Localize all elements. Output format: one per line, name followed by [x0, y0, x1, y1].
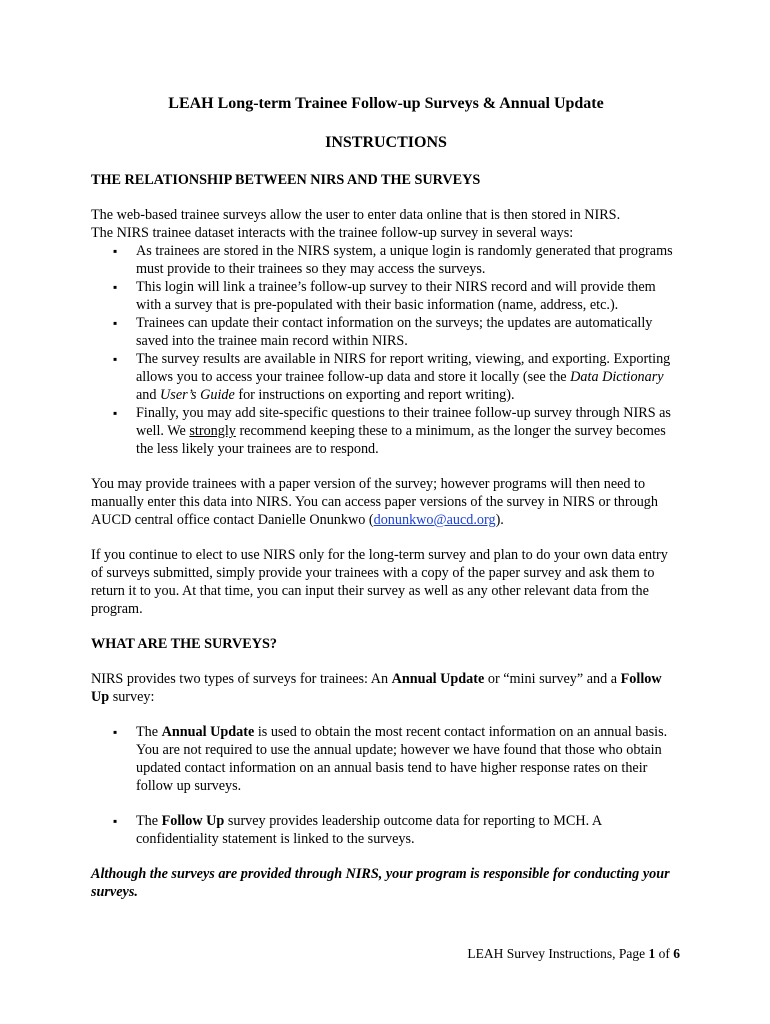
data-entry-paragraph: If you continue to elect to use NIRS only for the long-term survey and plan to do your own data entry of surveys submitted, simply provide your trainees with a copy of the paper survey and ask them to return it to you. At that time, you can input their survey as well as any other relevant data from the program. [91, 547, 668, 617]
intro-line-1: The web-based trainee surveys allow the user to enter data online that is then stored in NIRS. [91, 207, 621, 223]
intro-paragraph [91, 206, 681, 242]
section-heading-surveys: WHAT ARE THE SURVEYS? [91, 636, 277, 652]
list-item: ▪ As trainees are stored in the NIRS system, a unique login is randomly generated that programs must provide to their trainees so they may access the surveys. [91, 242, 681, 278]
current-page-number: 1 [648, 946, 656, 961]
page-footer: LEAH Survey Instructions, Page 1 of 6 [467, 946, 680, 961]
list-item: ▪ The Annual Update is used to obtain the most recent contact information on an annual basis. You are not required to use the annual update; however we have found that those who obtain updated contact information on an annual basis tend to have higher response rates on their follow up surveys. [91, 723, 681, 795]
intro-line-2: The NIRS trainee dataset interacts with the trainee follow-up survey in several ways: [91, 225, 574, 241]
list-item: ▪ Finally, you may add site-specific questions to their trainee follow-up survey through NIRS as well. We strongly recommend keeping these to a minimum, as the longer the survey becomes the less likely your trainees are to respond. [91, 404, 681, 458]
list-item: ▪ The survey results are available in NIRS for report writing, viewing, and exporting. Exporting allows you to access your trainee follow-up data and store it locally (see the Data Dictionary and User’s Guide for instructions on exporting and report writing). [91, 350, 681, 404]
section-heading-relationship: THE RELATIONSHIP BETWEEN NIRS AND THE SURVEYS [91, 172, 481, 188]
document-subtitle: INSTRUCTIONS [325, 134, 447, 151]
email-link[interactable]: donunkwo@aucd.org [373, 512, 496, 528]
document-page [91, 94, 681, 901]
list-item: ▪ The Follow Up survey provides leadership outcome data for reporting to MCH. A confidentiality statement is linked to the surveys. [91, 812, 681, 848]
emphasis-strongly: strongly [189, 423, 236, 439]
relationship-bullet-list [91, 242, 681, 458]
data-dictionary-ref: Data Dictionary [570, 369, 664, 385]
list-item: ▪ Trainees can update their contact information on the surveys; the updates are automatically saved into the trainee main record within NIRS. [91, 314, 681, 350]
surveys-intro-paragraph: NIRS provides two types of surveys for trainees: An Annual Update or “mini survey” and a Follow Up survey: [91, 671, 662, 705]
surveys-bullet-list [91, 723, 681, 848]
total-page-count: 6 [673, 946, 680, 961]
closing-statement: Although the surveys are provided through NIRS, your program is responsible for conducting your surveys. [91, 866, 670, 900]
users-guide-ref: User’s Guide [160, 387, 235, 403]
document-title: LEAH Long-term Trainee Follow-up Surveys & Annual Update [168, 95, 604, 112]
list-item: ▪ This login will link a trainee’s follow-up survey to their NIRS record and will provide them with a survey that is pre-populated with their basic information (name, address, etc.). [91, 278, 681, 314]
paper-version-paragraph: You may provide trainees with a paper version of the survey; however programs will then need to manually enter this data into NIRS. You can access paper versions of the survey in NIRS or through AUCD central office contact Danielle Onunkwo (donunkwo@aucd.org). [91, 476, 658, 528]
